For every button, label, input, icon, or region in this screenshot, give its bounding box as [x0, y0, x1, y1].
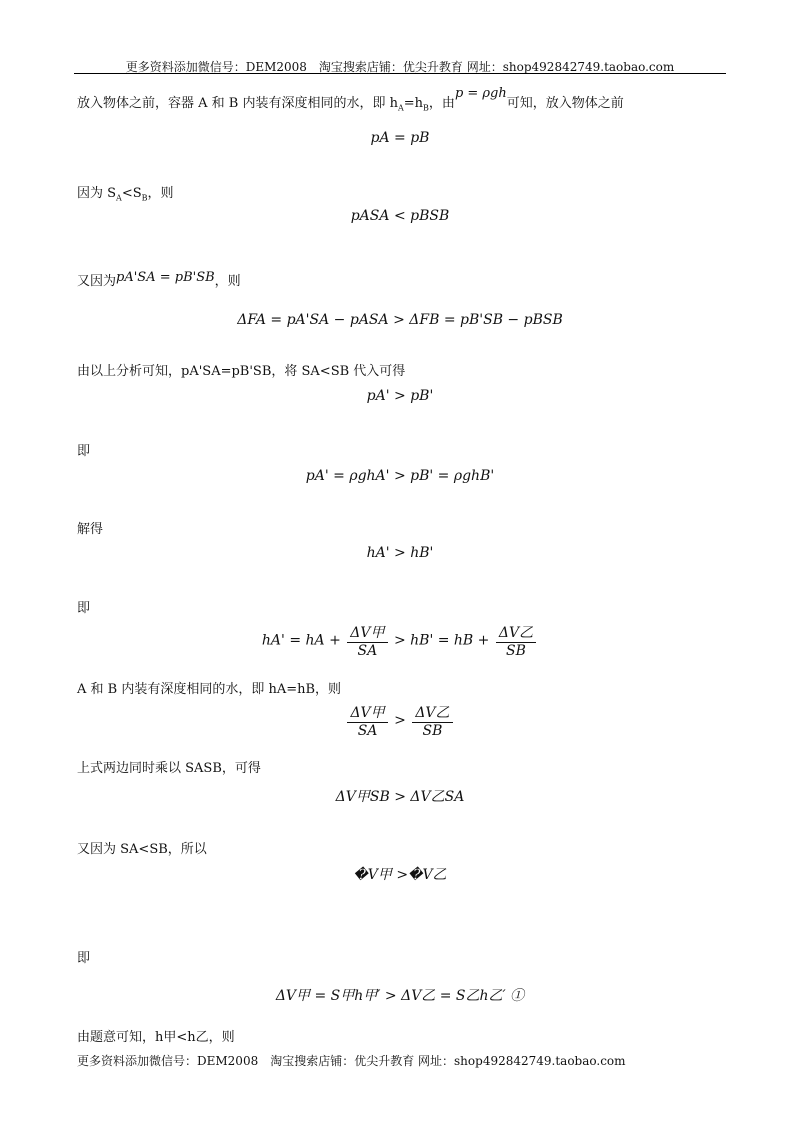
- text-line-6: 解得: [77, 522, 104, 537]
- fraction-yi-2: $\frac{\text{ΔV乙}}{SB}$: [412, 702, 452, 739]
- text-line-9: 上式两边同时乘以 SASB，可得: [77, 761, 261, 776]
- text-line-10: 又因为 SA<SB，所以: [77, 842, 207, 857]
- text-line-7: 即: [77, 601, 91, 616]
- text-line-4: 由以上分析可知，pA'SA=pB'SB，将 SA<SB 代入可得: [77, 364, 406, 379]
- fraction-jia-2: $\frac{\text{ΔV甲}}{SA}$: [347, 702, 387, 739]
- text-line-1: 放入物体之前，容器 A 和 B 内装有深度相同的水，即 $h_A=h_B$，由p = ρgh可知，放入物体之前: [77, 86, 624, 113]
- text-line-8: A 和 B 内装有深度相同的水，即 hA=hB，则: [77, 682, 342, 697]
- equation-11: ΔV甲 = S甲h甲′ > ΔV乙 = S乙h乙′ ①: [275, 988, 525, 1004]
- page-header: 更多资料添加微信号：DEM2008 淘宝搜索店铺：优尖升教育 网址：shop492842749.taobao.com: [125, 60, 675, 74]
- equation-7: hA' = hA + $\frac{\text{ΔV甲}}{SA}$ > hB' = hB + $\frac{\text{ΔV乙}}{SB}$: [0, 622, 800, 659]
- equation-5: pA' = ρghA' > pB' = ρghB': [305, 468, 495, 484]
- equation-8: $\frac{\text{ΔV甲}}{SA}$ > $\frac{\text{ΔV乙}}{SB}$: [0, 702, 800, 739]
- header-rule: [74, 73, 726, 74]
- text-line-11: 即: [77, 951, 91, 966]
- equation-9: ΔV甲SB > ΔV乙SA: [335, 789, 465, 805]
- equation-4: pA' > pB': [366, 388, 434, 404]
- fraction-yi: $\frac{\text{ΔV乙}}{SB}$: [496, 622, 536, 659]
- text-line-12: 由题意可知，h甲<h乙，则: [77, 1030, 235, 1045]
- fraction-jia: $\frac{\text{ΔV甲}}{SA}$: [347, 622, 387, 659]
- inline-formula-force: pA'SA = pB'SB: [116, 270, 215, 285]
- text-line-2: 因为 $S_A<S_B$，则: [77, 186, 174, 203]
- equation-3: ΔFA = pA'SA − pASA > ΔFB = pB'SB − pBSB: [237, 312, 563, 328]
- page-footer: 更多资料添加微信号：DEM2008 淘宝搜索店铺：优尖升教育 网址：shop492842749.taobao.com: [77, 1054, 626, 1068]
- inline-formula-pressure: p = ρgh: [454, 86, 507, 101]
- text-line-3: 又因为pA'SA = pB'SB，则: [77, 270, 241, 289]
- equation-6: hA' > hB': [366, 545, 434, 561]
- equation-2: pASA < pBSB: [350, 208, 450, 224]
- equation-1: pA = pB: [370, 130, 430, 146]
- text-line-5: 即: [77, 444, 91, 459]
- equation-10: �V甲 >�V乙: [353, 867, 447, 883]
